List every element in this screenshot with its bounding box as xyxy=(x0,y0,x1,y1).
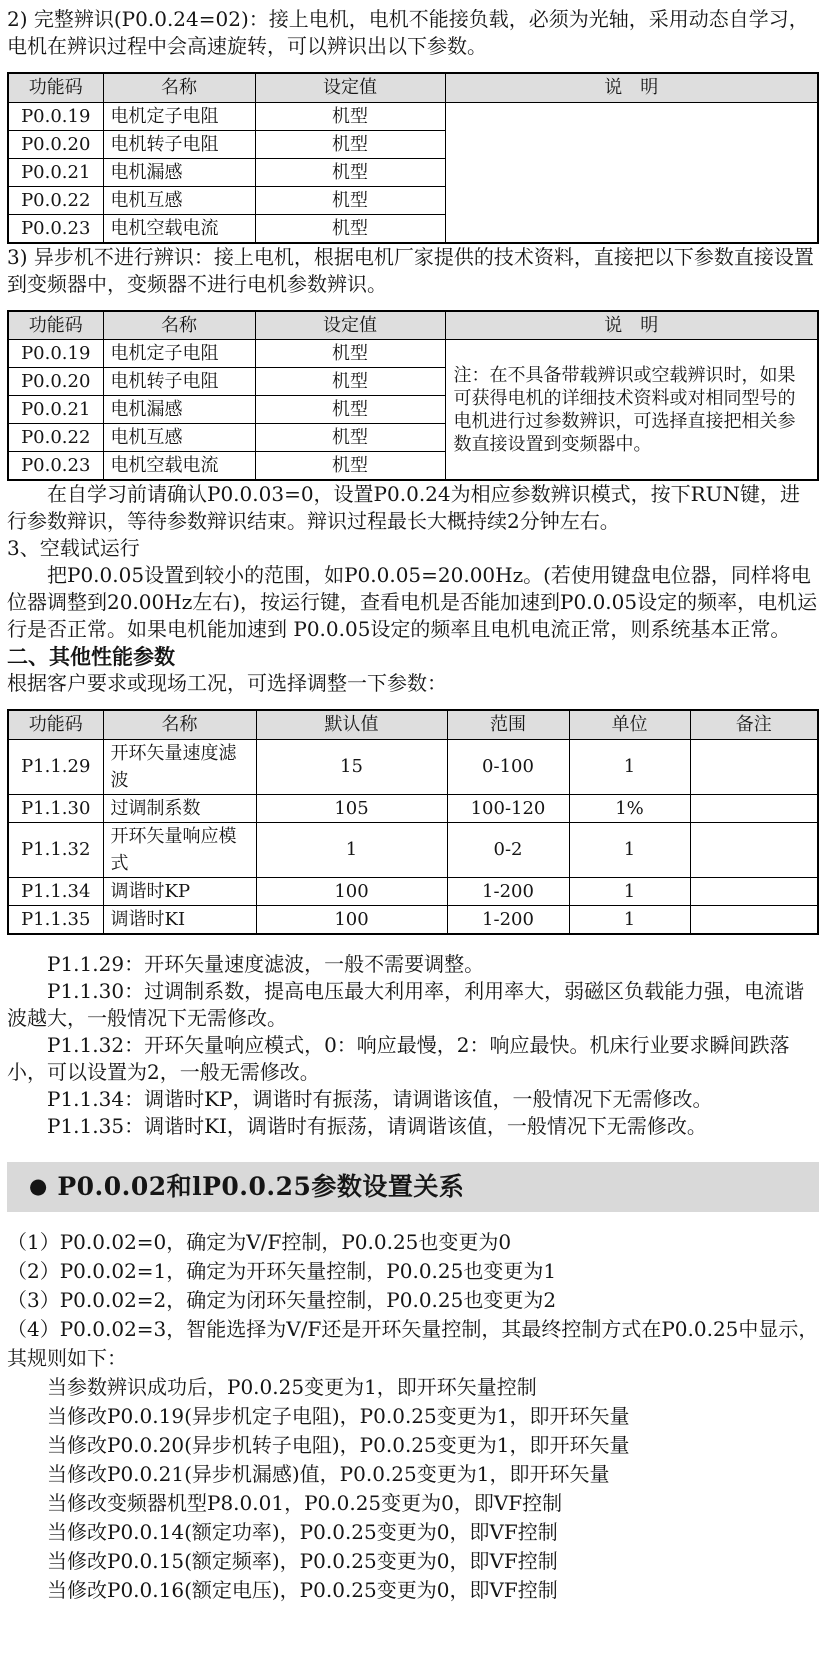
default-cell: 15 xyxy=(256,739,447,794)
range-cell: 100-120 xyxy=(447,794,569,822)
relation-rule: 当修改P0.0.21(异步机漏感)值，P0.0.25变更为1，即开环矢量 xyxy=(47,1461,610,1486)
func-code-cell: P0.0.21 xyxy=(8,396,103,424)
remark-cell xyxy=(690,905,818,934)
relation-rules xyxy=(7,1373,819,1605)
func-code-cell: P0.0.20 xyxy=(8,368,103,396)
set-value-cell: 机型 xyxy=(255,186,445,214)
func-code-cell: P1.1.32 xyxy=(8,822,103,877)
param-notes-block xyxy=(7,951,819,1140)
relation-item: （2）P0.0.02=1，确定为开环矢量控制，P0.0.25也变更为1 xyxy=(7,1258,557,1283)
default-cell: 105 xyxy=(256,794,447,822)
relations-block xyxy=(7,1228,819,1605)
col-header-name: 名称 xyxy=(103,73,255,102)
param-note: P1.1.35：调谐时KI，调谐时有振荡，请调谐该值，一般情况下无需修改。 xyxy=(47,1113,707,1138)
unit-cell: 1 xyxy=(569,905,690,934)
other-performance-params-table xyxy=(7,709,819,935)
relation-rule: 当修改P0.0.15(额定频率)，P0.0.25变更为0，即VF控制 xyxy=(47,1548,558,1573)
unit-cell: 1% xyxy=(569,794,690,822)
para-other-params: 根据客户要求或现场工况，可选择调整一下参数： xyxy=(7,671,447,695)
unit-cell: 1 xyxy=(569,822,690,877)
unit-cell: 1 xyxy=(569,739,690,794)
no-identification-params-table xyxy=(7,310,819,482)
para-self-learn: 在自学习前请确认P0.0.03=0，设置P0.0.24为相应参数辨识模式，按下RUN键，进行参数辩识，等待参数辩识结束。辩识过程最长大概持续2分钟左右。 xyxy=(7,482,801,533)
name-cell: 调谐时KI xyxy=(103,905,256,934)
remark-cell xyxy=(690,822,818,877)
name-cell: 电机转子电阻 xyxy=(103,368,255,396)
para-no-load-test: 把P0.0.05设置到较小的范围，如P0.0.05=20.00Hz。(若使用键盘电位器，同样将电位器调整到20.00Hz左右)，按运行键，查看电机是否能加速到P0.0.05设定的频率，电机运行是否正常。如果电机能加速到 P0.0.05设定的频率且电机电流正常，则系统基本正常。 xyxy=(7,563,818,641)
func-code-cell: P1.1.34 xyxy=(8,877,103,905)
set-value-cell: 机型 xyxy=(255,130,445,158)
name-cell: 电机漏感 xyxy=(103,158,255,186)
default-cell: 100 xyxy=(256,905,447,934)
table-row xyxy=(8,102,818,130)
description-note-cell: 注：在不具备带载辨识或空载辨识时，如果可获得电机的详细技术资料或对相同型号的电机进行过参数辨识，可选择直接把相关参数直接设置到变频器中。 xyxy=(445,340,818,481)
table-header-row xyxy=(8,710,818,739)
name-cell: 电机互感 xyxy=(103,186,255,214)
remark-cell xyxy=(690,739,818,794)
col-header-set-value: 设定值 xyxy=(255,73,445,102)
set-value-cell: 机型 xyxy=(255,214,445,243)
remark-cell xyxy=(690,877,818,905)
heading-other-params: 二、其他性能参数 xyxy=(7,644,175,669)
name-cell: 电机转子电阻 xyxy=(103,130,255,158)
func-code-cell: P0.0.20 xyxy=(8,130,103,158)
default-cell: 1 xyxy=(256,822,447,877)
name-cell: 过调制系数 xyxy=(103,794,256,822)
col-header-name: 名称 xyxy=(103,710,256,739)
func-code-cell: P1.1.30 xyxy=(8,794,103,822)
param-note: P1.1.34：调谐时KP，调谐时有振荡，请调谐该值，一般情况下无需修改。 xyxy=(47,1086,713,1111)
heading-no-load-test: 3、空载试运行 xyxy=(7,536,140,560)
set-value-cell: 机型 xyxy=(255,340,445,368)
set-value-cell: 机型 xyxy=(255,424,445,452)
relation-item: （4）P0.0.02=3，智能选择为V/F还是开环矢量控制，其最终控制方式在P0.0.25中显示，其规则如下： xyxy=(7,1316,819,1370)
para-full-identification: 2) 完整辨识(P0.0.24=02)：接上电机，电机不能接负载，必须为光轴，采用动态自学习，电机在辨识过程中会高速旋转，可以辨识出以下参数。 xyxy=(7,7,809,58)
para-no-identification: 3) 异步机不进行辨识：接上电机，根据电机厂家提供的技术资料，直接把以下参数直接设置到变频器中，变频器不进行电机参数辨识。 xyxy=(7,244,814,296)
default-cell: 100 xyxy=(256,877,447,905)
col-header-remark: 备注 xyxy=(690,710,818,739)
set-value-cell: 机型 xyxy=(255,396,445,424)
table-row xyxy=(8,905,818,934)
col-header-default: 默认值 xyxy=(256,710,447,739)
func-code-cell: P1.1.29 xyxy=(8,739,103,794)
param-note: P1.1.30：过调制系数，提高电压最大利用率，利用率大，弱磁区负载能力强，电流谐波越大，一般情况下无需修改。 xyxy=(7,978,805,1030)
func-code-cell: P0.0.21 xyxy=(8,158,103,186)
col-header-func-code: 功能码 xyxy=(8,311,103,340)
set-value-cell: 机型 xyxy=(255,102,445,130)
name-cell: 电机定子电阻 xyxy=(103,102,255,130)
table-header-row xyxy=(8,311,818,340)
col-header-description: 说 明 xyxy=(445,311,818,340)
bullet-icon: ● xyxy=(29,1174,48,1198)
relation-rule: 当修改P0.0.20(异步机转子电阻)，P0.0.25变更为1，即开环矢量 xyxy=(47,1432,630,1457)
table-row xyxy=(8,794,818,822)
relation-item: （3）P0.0.02=2，确定为闭环矢量控制，P0.0.25也变更为2 xyxy=(7,1287,557,1312)
unit-cell: 1 xyxy=(569,877,690,905)
set-value-cell: 机型 xyxy=(255,452,445,481)
range-cell: 1-200 xyxy=(447,877,569,905)
range-cell: 0-100 xyxy=(447,739,569,794)
name-cell: 电机空载电流 xyxy=(103,214,255,243)
name-cell: 电机定子电阻 xyxy=(103,340,255,368)
description-cell xyxy=(445,102,818,243)
identification-params-table xyxy=(7,72,819,244)
param-note: P1.1.29：开环矢量速度滤波，一般不需要调整。 xyxy=(47,951,485,976)
col-header-description: 说 明 xyxy=(445,73,818,102)
func-code-cell: P0.0.19 xyxy=(8,340,103,368)
func-code-cell: P0.0.22 xyxy=(8,424,103,452)
relation-rule: 当参数辨识成功后，P0.0.25变更为1，即开环矢量控制 xyxy=(47,1374,537,1399)
col-header-set-value: 设定值 xyxy=(255,311,445,340)
name-cell: 开环矢量速度滤波 xyxy=(103,739,256,794)
table-row xyxy=(8,340,818,368)
col-header-range: 范围 xyxy=(447,710,569,739)
banner-title: P0.0.02和lP0.0.25参数设置关系 xyxy=(57,1172,465,1201)
relation-rule: 当修改P0.0.19(异步机定子电阻)，P0.0.25变更为1，即开环矢量 xyxy=(47,1403,630,1428)
func-code-cell: P0.0.19 xyxy=(8,102,103,130)
table-row xyxy=(8,877,818,905)
col-header-func-code: 功能码 xyxy=(8,710,103,739)
name-cell: 调谐时KP xyxy=(103,877,256,905)
name-cell: 电机互感 xyxy=(103,424,255,452)
remark-cell xyxy=(690,794,818,822)
param-note: P1.1.32：开环矢量响应模式，0：响应最慢，2：响应最快。机床行业要求瞬间跌落小，可以设置为2，一般无需修改。 xyxy=(7,1032,790,1084)
table-row xyxy=(8,822,818,877)
func-code-cell: P0.0.22 xyxy=(8,186,103,214)
relation-rule: 当修改变频器机型P8.0.01，P0.0.25变更为0，即VF控制 xyxy=(47,1490,563,1515)
name-cell: 电机漏感 xyxy=(103,396,255,424)
relation-item: （1）P0.0.02=0，确定为V/F控制，P0.0.25也变更为0 xyxy=(7,1229,512,1254)
col-header-name: 名称 xyxy=(103,311,255,340)
table-header-row xyxy=(8,73,818,102)
section-banner xyxy=(7,1162,819,1212)
set-value-cell: 机型 xyxy=(255,368,445,396)
name-cell: 电机空载电流 xyxy=(103,452,255,481)
set-value-cell: 机型 xyxy=(255,158,445,186)
table-row xyxy=(8,739,818,794)
relation-rule: 当修改P0.0.14(额定功率)，P0.0.25变更为0，即VF控制 xyxy=(47,1519,558,1544)
func-code-cell: P1.1.35 xyxy=(8,905,103,934)
range-cell: 0-2 xyxy=(447,822,569,877)
col-header-unit: 单位 xyxy=(569,710,690,739)
range-cell: 1-200 xyxy=(447,905,569,934)
col-header-func-code: 功能码 xyxy=(8,73,103,102)
func-code-cell: P0.0.23 xyxy=(8,214,103,243)
name-cell: 开环矢量响应模式 xyxy=(103,822,256,877)
func-code-cell: P0.0.23 xyxy=(8,452,103,481)
relation-rule: 当修改P0.0.16(额定电压)，P0.0.25变更为0，即VF控制 xyxy=(47,1577,558,1602)
